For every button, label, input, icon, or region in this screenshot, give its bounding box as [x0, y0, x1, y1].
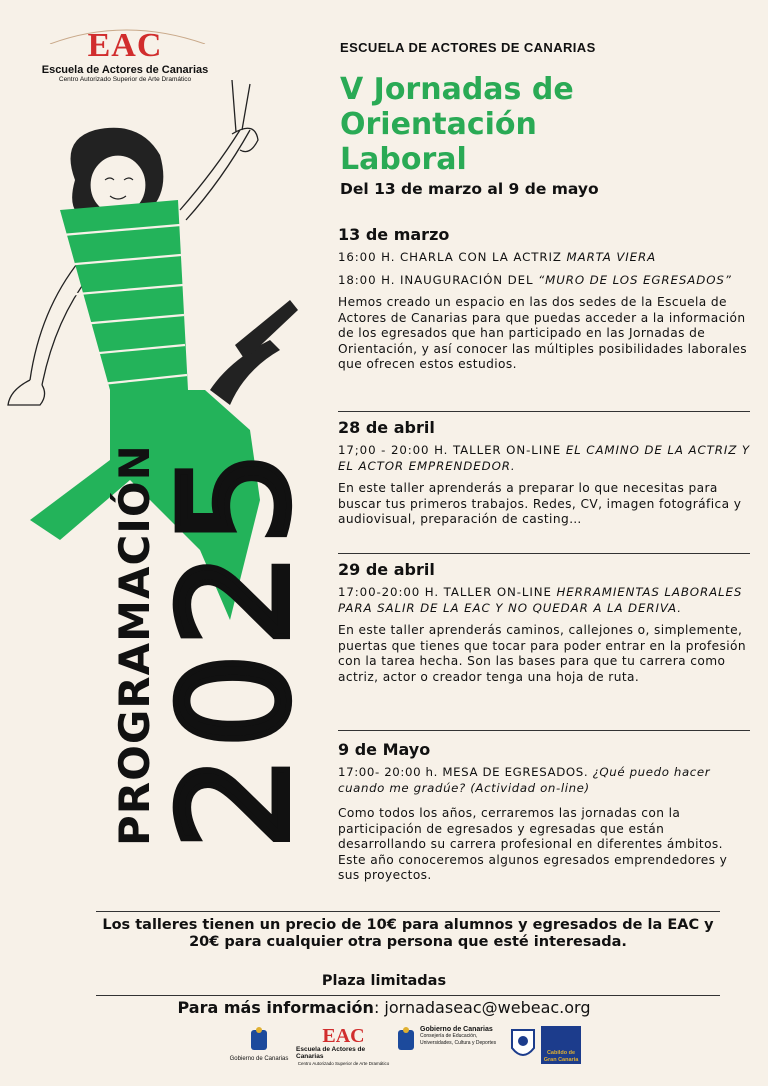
section-date: 28 de abril	[338, 418, 435, 437]
gobierno-canarias-educacion-logo: Gobierno de Canarias Consejería de Educación, Universidades, Cultura y Deportes	[396, 1026, 506, 1056]
title-line-3: Laboral	[340, 142, 467, 177]
section-description: Hemos creado un espacio en las dos sedes de la Escuela de Actores de Canarias para que puedas acceder a la información de los egresados que han participado en las Jornadas de Orientación, y así conocer las múltiples posibilidades laborales que ofrecen estos estudios.	[338, 295, 747, 371]
divider	[96, 911, 720, 912]
year-vertical: 2025	[149, 444, 323, 850]
divider	[338, 411, 750, 412]
event-item: 16:00 H. CHARLA CON LA ACTRIZ MARTA VIERA	[338, 250, 657, 264]
sponsor-logos	[228, 1026, 588, 1070]
contact-email-link[interactable]: : jornadaseac@webeac.org	[373, 998, 591, 1017]
school-name: ESCUELA DE ACTORES DE CANARIAS	[340, 40, 596, 55]
divider	[338, 553, 750, 554]
contact-label: Para más información	[177, 998, 374, 1017]
cabildo-gran-canaria-logo: Cabildo de Gran Canaria	[540, 1026, 582, 1064]
section-date: 9 de Mayo	[338, 740, 431, 759]
page-title	[340, 72, 740, 177]
limited-places: Plaza limitadas	[321, 973, 447, 989]
event-item: 17:00-20:00 H. TALLER ON-LINE HERRAMIENTAS LABORALES PARA SALIR DE LA EAC Y NO QUEDAR A LA DERIVA.	[338, 585, 743, 615]
section-9-mayo	[338, 740, 750, 891]
section-date: 29 de abril	[338, 560, 435, 579]
logo-name: Escuela de Actores de Canarias	[41, 64, 209, 76]
contact-info	[90, 998, 678, 1017]
logo-mark: EAC	[87, 27, 163, 64]
programacion-vertical: PROGRAMACIÓN	[110, 444, 159, 846]
logo-arc-icon	[40, 24, 210, 44]
logo-subtitle: Centro Autorizado Superior de Arte Dramático	[58, 76, 192, 83]
divider	[338, 730, 750, 731]
title-line-2: Orientación	[340, 107, 537, 142]
section-13-marzo	[338, 225, 750, 380]
section-description: En este taller aprenderás caminos, callejones o, simplemente, puertas que tienes que tocar para poder entrar en la profesión con la tarea hecha. Son las bases para que tu carrera como actriz, actor o creador tenga una hoja de ruta.	[338, 623, 747, 684]
eac-logo-small: EAC Escuela de Actores de Canarias Centro Autorizado Superior de Arte Dramático	[296, 1025, 390, 1066]
coat-of-arms-icon	[248, 1026, 270, 1056]
event-item: 17:00- 20:00 h. MESA DE EGRESADOS. ¿Qué puedo hacer cuando me gradúe? (Actividad on-line)	[338, 765, 711, 795]
tenerife-crest-icon	[510, 1026, 536, 1064]
section-29-abril	[338, 560, 750, 692]
section-description: En este taller aprenderás a preparar lo que necesitas para buscar tus primeros trabajos. Redes, CV, imagen fotográfica y audiovisual, preparación de casting…	[338, 481, 742, 526]
event-item: 17;00 - 20:00 H. TALLER ON-LINE EL CAMINO DE LA ACTRIZ Y EL ACTOR EMPRENDEDOR.	[338, 443, 750, 473]
section-28-abril	[338, 418, 750, 535]
title-line-1: V Jornadas de	[340, 72, 574, 107]
divider	[96, 995, 720, 996]
section-date: 13 de marzo	[338, 225, 450, 244]
price-note: Los talleres tienen un precio de 10€ para alumnos y egresados de la EAC y 20€ para cualquier otra persona que esté interesada.	[102, 917, 714, 950]
coat-of-arms-icon	[396, 1026, 416, 1056]
gobierno-canarias-logo: Gobierno de Canarias	[228, 1026, 290, 1063]
section-description: Como todos los años, cerraremos las jornadas con la participación de egresados y egresadas que están desarrollando su carrera profesional en diferentes ámbitos. Este año conoceremos algunos egresados emprendedores y sus proyectos.	[338, 806, 728, 882]
event-item: 18:00 H. INAUGURACIÓN DEL “MURO DE LOS EGRESADOS”	[338, 272, 732, 287]
date-range: Del 13 de marzo al 9 de mayo	[340, 180, 599, 198]
